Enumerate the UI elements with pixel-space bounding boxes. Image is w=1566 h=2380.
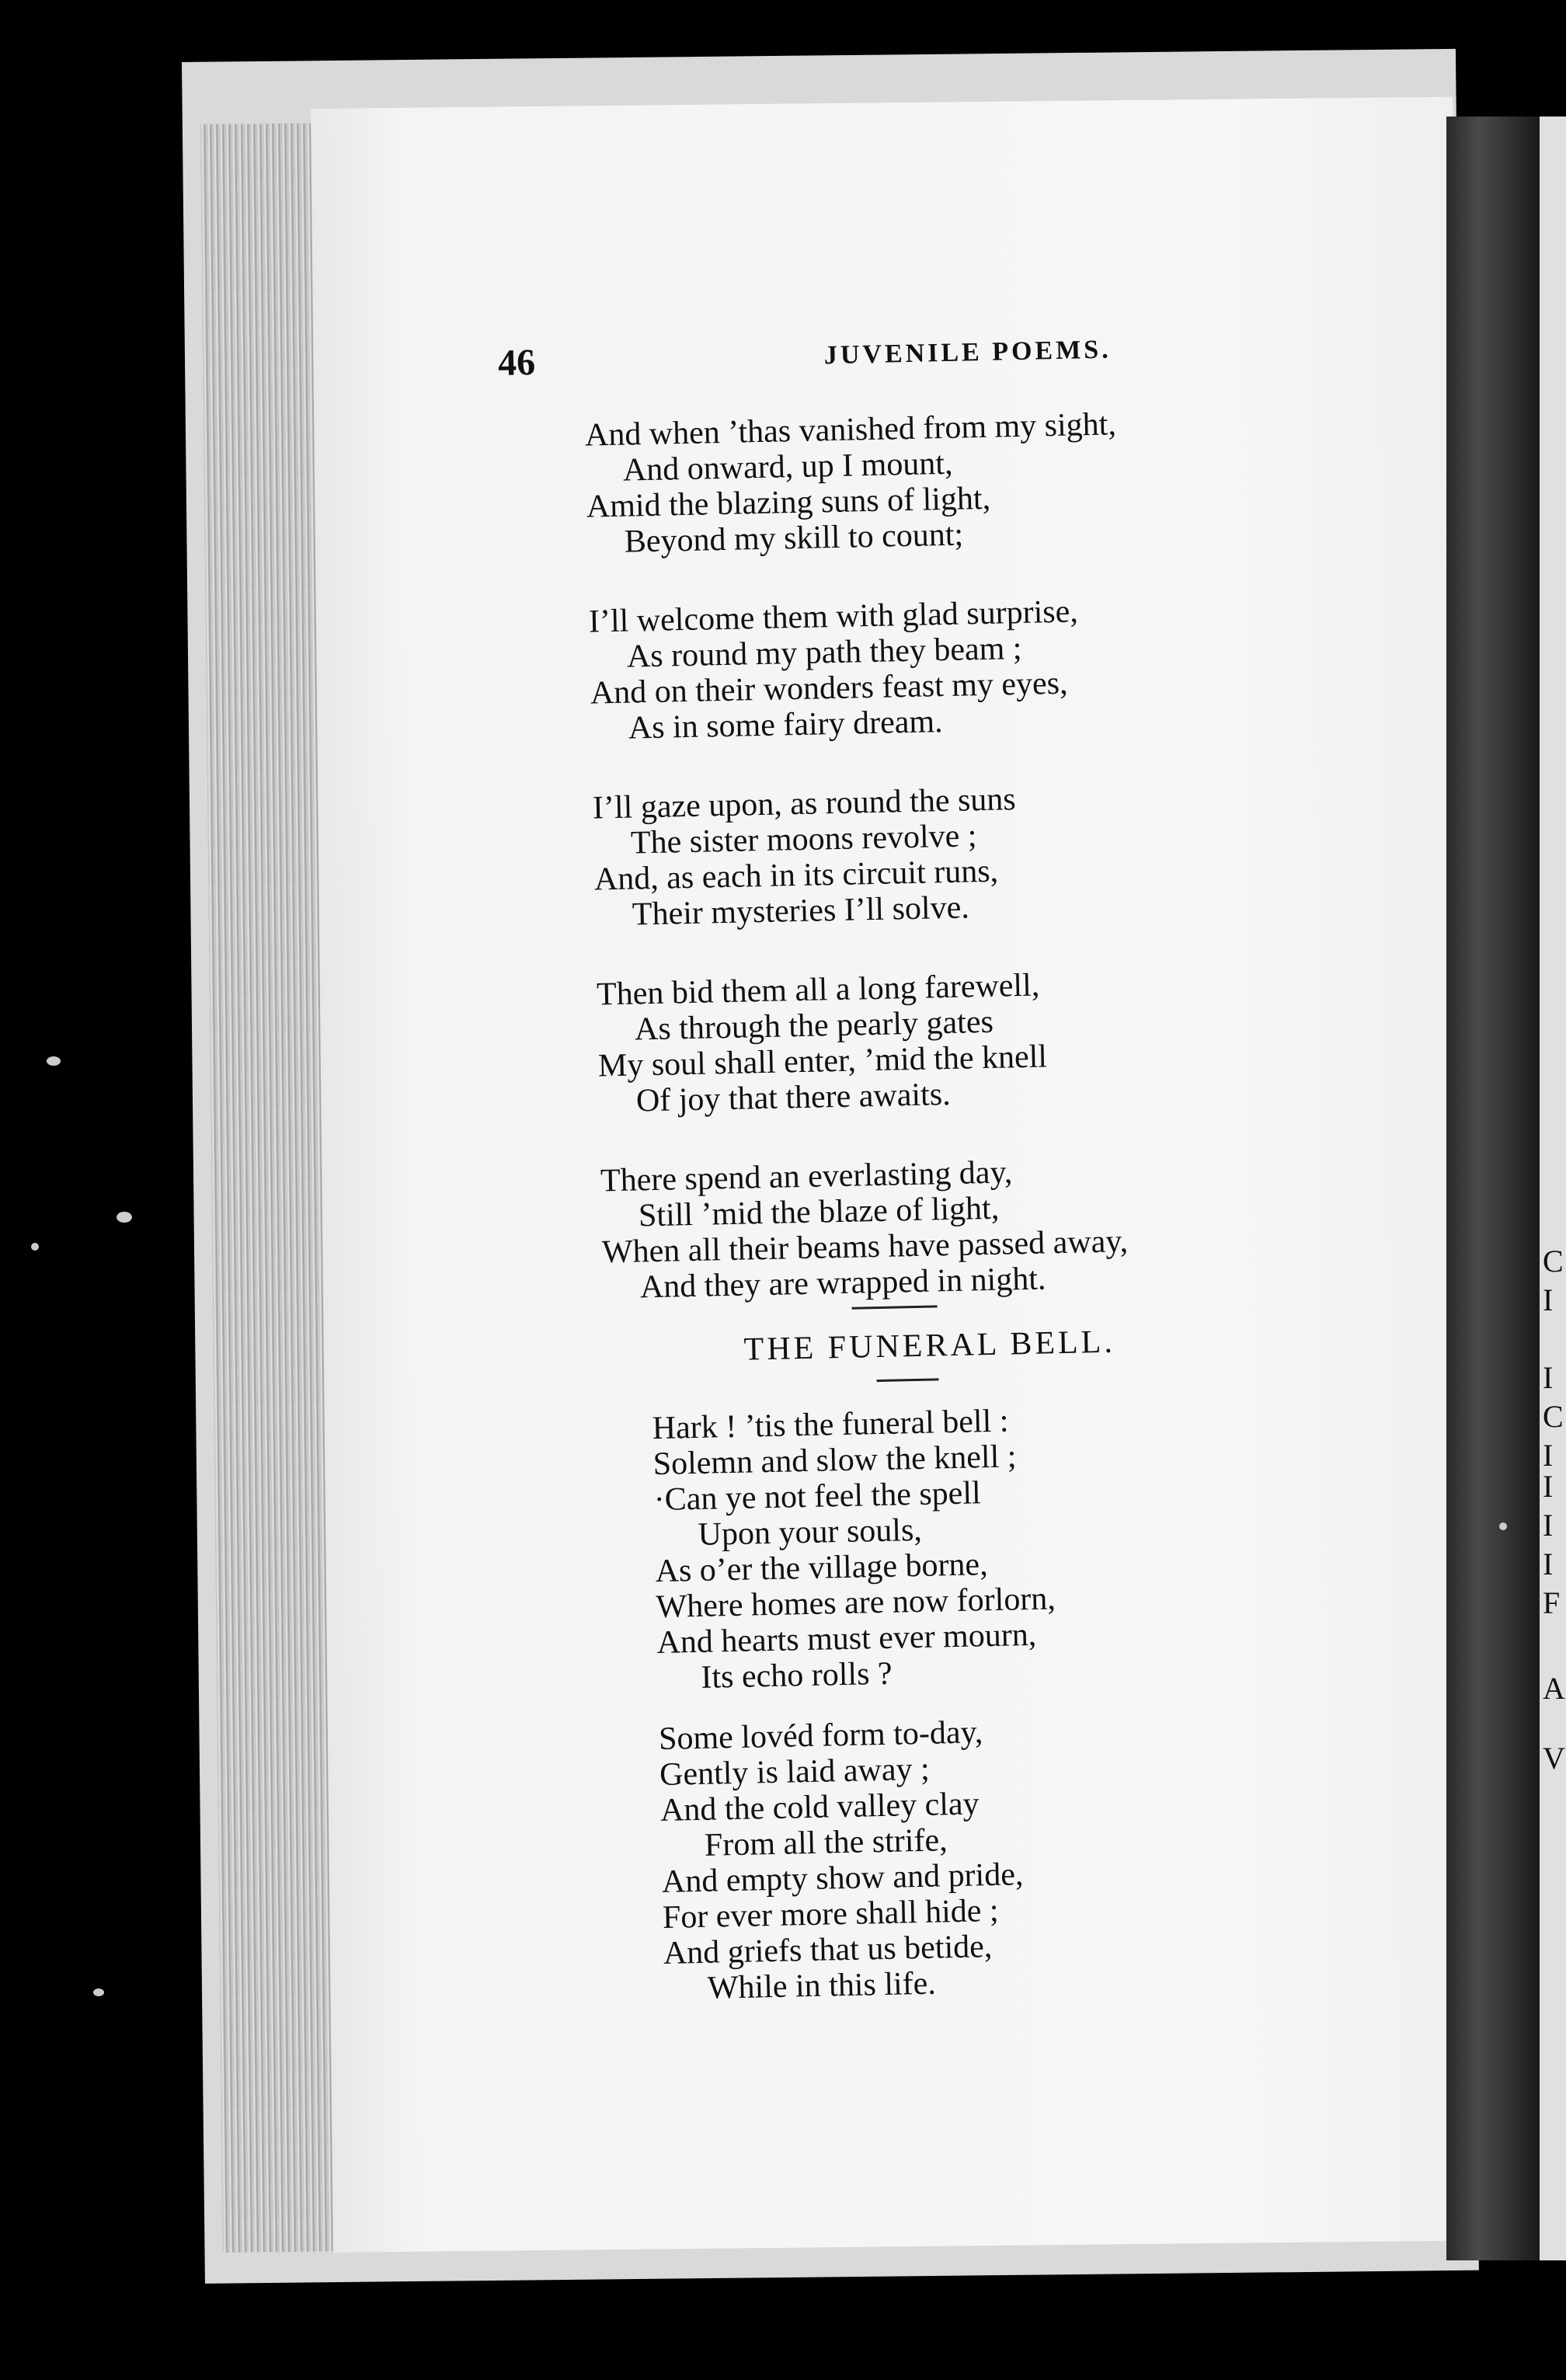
poem-line: And empty show and pride,	[661, 1856, 1024, 1900]
dust-speck	[31, 1243, 39, 1251]
poem-stanza	[652, 1402, 1057, 1696]
poem-line: The sister moons revolve ;	[630, 818, 977, 861]
poem-line: Still ’mid the blaze of light,	[638, 1190, 1000, 1234]
book-gutter	[1446, 117, 1540, 2260]
poem-line: I’ll gaze upon, as round the suns	[592, 781, 1017, 826]
poem-line: Its echo rolls ?	[701, 1655, 893, 1696]
facing-page-letter: I	[1543, 1282, 1554, 1317]
poem-line: Amid the blazing suns of light,	[586, 480, 991, 525]
poem-line: And onward, up I mount,	[622, 445, 953, 489]
poem-line: And they are wrapped in night.	[639, 1261, 1046, 1306]
poem-line: From all the strife,	[704, 1822, 948, 1863]
poem-line: ·Can ye not feel the spell	[653, 1475, 982, 1519]
poem-line: As in some fairy dream.	[628, 704, 944, 746]
text-block	[497, 308, 1388, 2066]
facing-page-letter: F	[1543, 1585, 1561, 1620]
poem-line: Beyond my skill to count;	[624, 517, 964, 560]
dust-speck	[1499, 1522, 1507, 1530]
facing-page-letter: A	[1543, 1671, 1565, 1706]
poem-line: And the cold valley clay	[659, 1786, 980, 1829]
poem-line: And when ’thas vanished from my sight,	[584, 406, 1117, 454]
poem-stanza	[589, 593, 1081, 746]
dust-speck	[117, 1212, 132, 1223]
poem-line: And on their wonders feast my eyes,	[590, 665, 1068, 712]
poem-line: Hark ! ’tis the funeral bell :	[652, 1403, 1009, 1447]
facing-page-letter: C	[1543, 1399, 1564, 1434]
poem-line: And hearts must ever mourn,	[656, 1616, 1037, 1661]
poem-stanza	[597, 967, 1049, 1119]
poem-stanza	[600, 1152, 1129, 1306]
poem-line: Where homes are now forlorn,	[656, 1581, 1056, 1626]
facing-page-sliver	[1540, 117, 1566, 2260]
poem-line: And griefs that us betide,	[663, 1929, 993, 1971]
facing-page-letter: V	[1543, 1741, 1565, 1776]
poem-stanza	[593, 781, 1018, 933]
poem-line: Their mysteries I’ll solve.	[632, 889, 970, 933]
facing-page-letter: C	[1543, 1244, 1564, 1279]
running-head: JUVENILE POEMS.	[823, 335, 1112, 371]
poem-line: For ever more shall hide ;	[662, 1892, 1000, 1936]
facing-page-letter: I	[1543, 1469, 1554, 1504]
poem-line: Solemn and slow the knell ;	[652, 1439, 1017, 1483]
poem-line: When all their beams have passed away,	[601, 1223, 1129, 1271]
facing-page-letter: I	[1543, 1360, 1554, 1395]
poem-line: Gently is laid away ;	[659, 1751, 931, 1794]
poem-line: I’ll welcome them with glad surprise,	[588, 593, 1079, 640]
dust-speck	[47, 1056, 61, 1066]
page-number: 46	[497, 341, 536, 384]
poem-line: As o’er the village borne,	[655, 1547, 989, 1590]
poem-line: Then bid them all a long farewell,	[596, 967, 1040, 1013]
section-title: THE FUNERAL BELL.	[743, 1324, 1116, 1368]
poem-line: Of joy that there awaits.	[635, 1077, 952, 1119]
poem-line: Upon your souls,	[698, 1512, 923, 1553]
facing-page-letter: I	[1543, 1547, 1554, 1581]
poem-stanza	[659, 1714, 1026, 2007]
poem-line: Some lovéd form to-day,	[658, 1714, 983, 1758]
poem-line: While in this life.	[707, 1965, 937, 2006]
facing-page-letter: I	[1543, 1508, 1554, 1543]
facing-page-letter: I	[1543, 1438, 1554, 1473]
poem-stanza	[584, 406, 1119, 560]
poem-line: There spend an everlasting day,	[600, 1154, 1013, 1199]
poem-line: My soul shall enter, ’mid the knell	[597, 1039, 1048, 1084]
section-divider	[852, 1305, 938, 1309]
poem-line: As round my path they beam ;	[626, 630, 1022, 675]
poem-line: And, as each in its circuit runs,	[593, 853, 999, 898]
dust-speck	[93, 1989, 104, 1996]
poem-line: As through the pearly gates	[634, 1004, 994, 1048]
title-underline	[877, 1378, 939, 1382]
